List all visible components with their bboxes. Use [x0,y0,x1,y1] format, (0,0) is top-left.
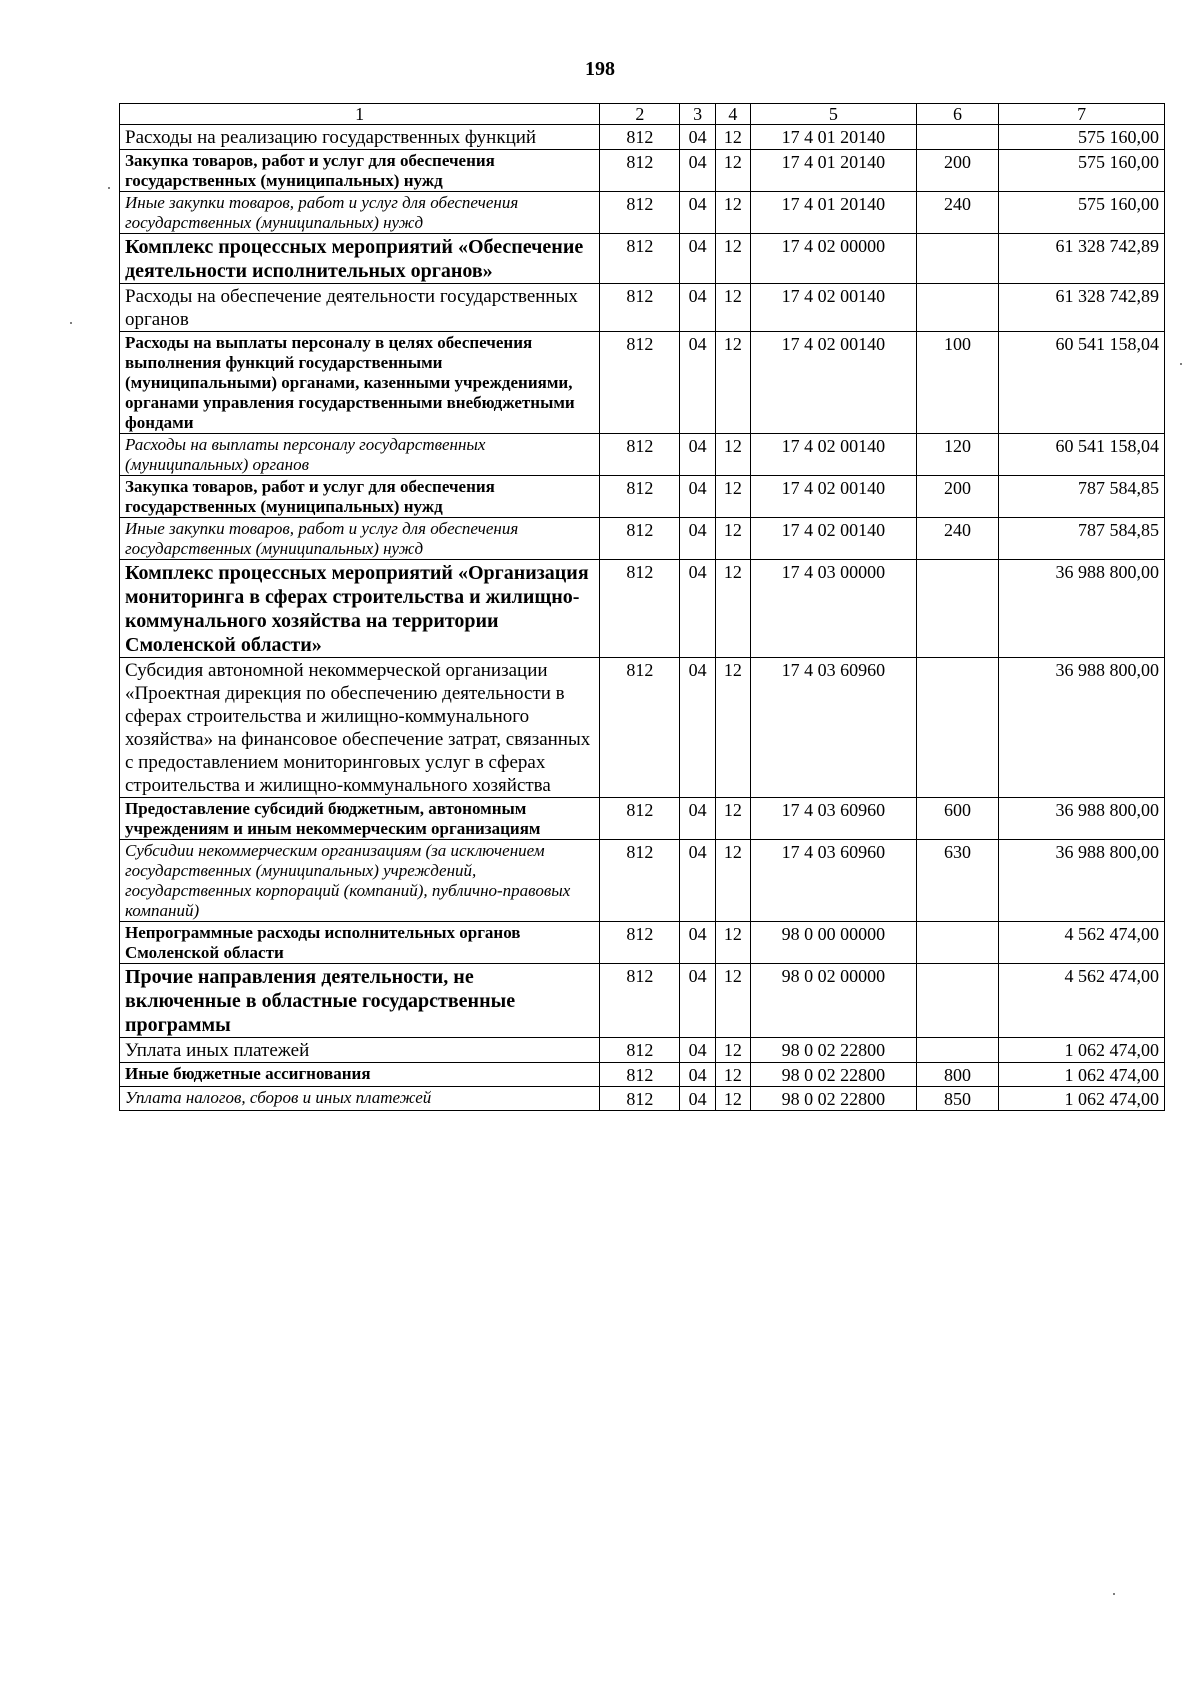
table-row [120,1063,1165,1087]
table-row [120,150,1165,192]
row-col-4: 12 [715,192,750,234]
row-col-4: 12 [715,234,750,284]
row-col-7: 4 562 474,00 [999,922,1165,964]
scan-speck [70,322,72,324]
row-col-2: 812 [600,840,680,922]
table-row [120,560,1165,658]
table-row [120,922,1165,964]
row-col-4: 12 [715,658,750,798]
row-col-6 [916,964,998,1038]
row-col-5: 17 4 02 00140 [751,476,917,518]
row-col-4: 12 [715,1087,750,1111]
table-row [120,332,1165,434]
row-name: Расходы на обеспечение деятельности государственных органов [120,284,600,332]
row-col-3: 04 [680,1038,715,1063]
row-name: Расходы на реализацию государственных функций [120,125,600,150]
table-row [120,1038,1165,1063]
row-col-5: 17 4 02 00000 [751,234,917,284]
row-col-3: 04 [680,476,715,518]
table-row [120,284,1165,332]
table-row [120,234,1165,284]
row-col-6 [916,922,998,964]
row-col-6 [916,658,998,798]
row-col-7: 787 584,85 [999,476,1165,518]
table-body [120,104,1165,1111]
row-col-3: 04 [680,332,715,434]
row-col-5: 17 4 01 20140 [751,192,917,234]
row-col-3: 04 [680,840,715,922]
row-col-2: 812 [600,192,680,234]
row-col-6 [916,125,998,150]
row-col-5: 17 4 02 00140 [751,332,917,434]
column-header-4: 4 [715,104,750,125]
row-col-5: 98 0 02 22800 [751,1087,917,1111]
row-col-2: 812 [600,1038,680,1063]
table-row [120,840,1165,922]
row-col-7: 60 541 158,04 [999,332,1165,434]
row-col-6 [916,234,998,284]
row-col-4: 12 [715,476,750,518]
row-col-3: 04 [680,964,715,1038]
row-col-3: 04 [680,234,715,284]
row-col-6: 600 [916,798,998,840]
row-col-3: 04 [680,518,715,560]
row-col-5: 17 4 02 00140 [751,434,917,476]
row-col-2: 812 [600,150,680,192]
row-col-2: 812 [600,476,680,518]
column-header-7: 7 [999,104,1165,125]
budget-table [119,103,1165,1111]
row-col-2: 812 [600,560,680,658]
row-col-7: 1 062 474,00 [999,1038,1165,1063]
row-name: Комплекс процессных мероприятий «Организация мониторинга в сферах строительства и жилищно-коммунального хозяйства на территории Смоленской области» [120,560,600,658]
row-col-7: 61 328 742,89 [999,234,1165,284]
row-col-3: 04 [680,798,715,840]
row-col-6: 100 [916,332,998,434]
row-col-5: 17 4 03 60960 [751,840,917,922]
row-col-2: 812 [600,234,680,284]
row-col-2: 812 [600,658,680,798]
row-col-3: 04 [680,658,715,798]
row-col-5: 17 4 02 00140 [751,284,917,332]
row-col-5: 98 0 02 22800 [751,1038,917,1063]
column-header-2: 2 [600,104,680,125]
row-col-5: 98 0 00 00000 [751,922,917,964]
row-col-6: 850 [916,1087,998,1111]
table-row [120,192,1165,234]
row-col-7: 4 562 474,00 [999,964,1165,1038]
row-col-4: 12 [715,560,750,658]
row-name: Уплата иных платежей [120,1038,600,1063]
row-name: Иные закупки товаров, работ и услуг для обеспечения государственных (муниципальных) нужд [120,192,600,234]
row-col-6: 800 [916,1063,998,1087]
row-col-2: 812 [600,798,680,840]
row-col-3: 04 [680,1087,715,1111]
table-row [120,798,1165,840]
row-name: Субсидия автономной некоммерческой организации «Проектная дирекция по обеспечению деятельности в сферах строительства и жилищно-коммунального хозяйства» на финансовое обеспечение затрат, связанных с предоставлением мониторинговых услуг в сферах строительства и жилищно-коммунального хозяйства [120,658,600,798]
row-col-5: 17 4 03 60960 [751,658,917,798]
row-col-7: 36 988 800,00 [999,798,1165,840]
row-col-5: 17 4 02 00140 [751,518,917,560]
row-col-6: 240 [916,192,998,234]
scan-speck [108,187,110,189]
row-col-7: 575 160,00 [999,125,1165,150]
row-name: Непрограммные расходы исполнительных органов Смоленской области [120,922,600,964]
row-name: Закупка товаров, работ и услуг для обеспечения государственных (муниципальных) нужд [120,476,600,518]
row-col-7: 61 328 742,89 [999,284,1165,332]
row-col-2: 812 [600,1063,680,1087]
row-col-6: 630 [916,840,998,922]
row-col-4: 12 [715,332,750,434]
scan-speck [1113,1593,1115,1595]
column-header-5: 5 [751,104,917,125]
row-col-2: 812 [600,284,680,332]
table-row [120,434,1165,476]
row-col-6: 200 [916,476,998,518]
row-col-4: 12 [715,125,750,150]
row-col-4: 12 [715,798,750,840]
row-col-3: 04 [680,125,715,150]
row-col-4: 12 [715,1038,750,1063]
row-col-6: 200 [916,150,998,192]
table-row [120,658,1165,798]
row-col-7: 36 988 800,00 [999,658,1165,798]
row-col-5: 17 4 01 20140 [751,150,917,192]
row-col-7: 575 160,00 [999,150,1165,192]
row-col-7: 575 160,00 [999,192,1165,234]
row-col-5: 17 4 03 60960 [751,798,917,840]
row-col-7: 36 988 800,00 [999,840,1165,922]
row-col-3: 04 [680,434,715,476]
row-col-7: 60 541 158,04 [999,434,1165,476]
row-name: Прочие направления деятельности, не включенные в областные государственные программы [120,964,600,1038]
row-col-4: 12 [715,434,750,476]
row-col-3: 04 [680,560,715,658]
row-name: Предоставление субсидий бюджетным, автономным учреждениям и иным некоммерческим организациям [120,798,600,840]
row-name: Комплекс процессных мероприятий «Обеспечение деятельности исполнительных органов» [120,234,600,284]
page-number: 198 [585,58,615,80]
row-name: Расходы на выплаты персоналу государственных (муниципальных) органов [120,434,600,476]
table-row [120,964,1165,1038]
row-name: Уплата налогов, сборов и иных платежей [120,1087,600,1111]
row-col-4: 12 [715,150,750,192]
row-col-2: 812 [600,332,680,434]
row-name: Расходы на выплаты персоналу в целях обеспечения выполнения функций государственными (муниципальными) органами, казенными учреждениями, органами управления государственными внебюджетными фондами [120,332,600,434]
row-col-2: 812 [600,1087,680,1111]
column-header-6: 6 [916,104,998,125]
row-col-2: 812 [600,964,680,1038]
column-header-3: 3 [680,104,715,125]
table-row [120,125,1165,150]
row-col-7: 1 062 474,00 [999,1063,1165,1087]
row-name: Иные закупки товаров, работ и услуг для обеспечения государственных (муниципальных) нужд [120,518,600,560]
table-row [120,518,1165,560]
row-col-7: 787 584,85 [999,518,1165,560]
row-col-6 [916,284,998,332]
row-col-6 [916,1038,998,1063]
column-header-1: 1 [120,104,600,125]
row-col-6: 120 [916,434,998,476]
row-col-2: 812 [600,125,680,150]
row-col-3: 04 [680,150,715,192]
row-col-4: 12 [715,518,750,560]
row-name: Субсидии некоммерческим организациям (за исключением государственных (муниципальных) учреждений, государственных корпораций (компаний), публично-правовых компаний) [120,840,600,922]
row-col-7: 1 062 474,00 [999,1087,1165,1111]
row-col-6: 240 [916,518,998,560]
row-col-5: 17 4 03 00000 [751,560,917,658]
table-row [120,1087,1165,1111]
row-col-5: 17 4 01 20140 [751,125,917,150]
row-col-2: 812 [600,434,680,476]
row-col-3: 04 [680,922,715,964]
row-col-6 [916,560,998,658]
row-name: Закупка товаров, работ и услуг для обеспечения государственных (муниципальных) нужд [120,150,600,192]
row-col-2: 812 [600,922,680,964]
row-col-4: 12 [715,284,750,332]
row-col-4: 12 [715,1063,750,1087]
scan-speck [1180,363,1182,365]
row-col-4: 12 [715,964,750,1038]
row-col-4: 12 [715,840,750,922]
row-col-5: 98 0 02 22800 [751,1063,917,1087]
row-name: Иные бюджетные ассигнования [120,1063,600,1087]
row-col-3: 04 [680,284,715,332]
row-col-2: 812 [600,518,680,560]
table-header-row [120,104,1165,125]
row-col-7: 36 988 800,00 [999,560,1165,658]
row-col-3: 04 [680,192,715,234]
row-col-5: 98 0 02 00000 [751,964,917,1038]
row-col-4: 12 [715,922,750,964]
row-col-3: 04 [680,1063,715,1087]
table-row [120,476,1165,518]
